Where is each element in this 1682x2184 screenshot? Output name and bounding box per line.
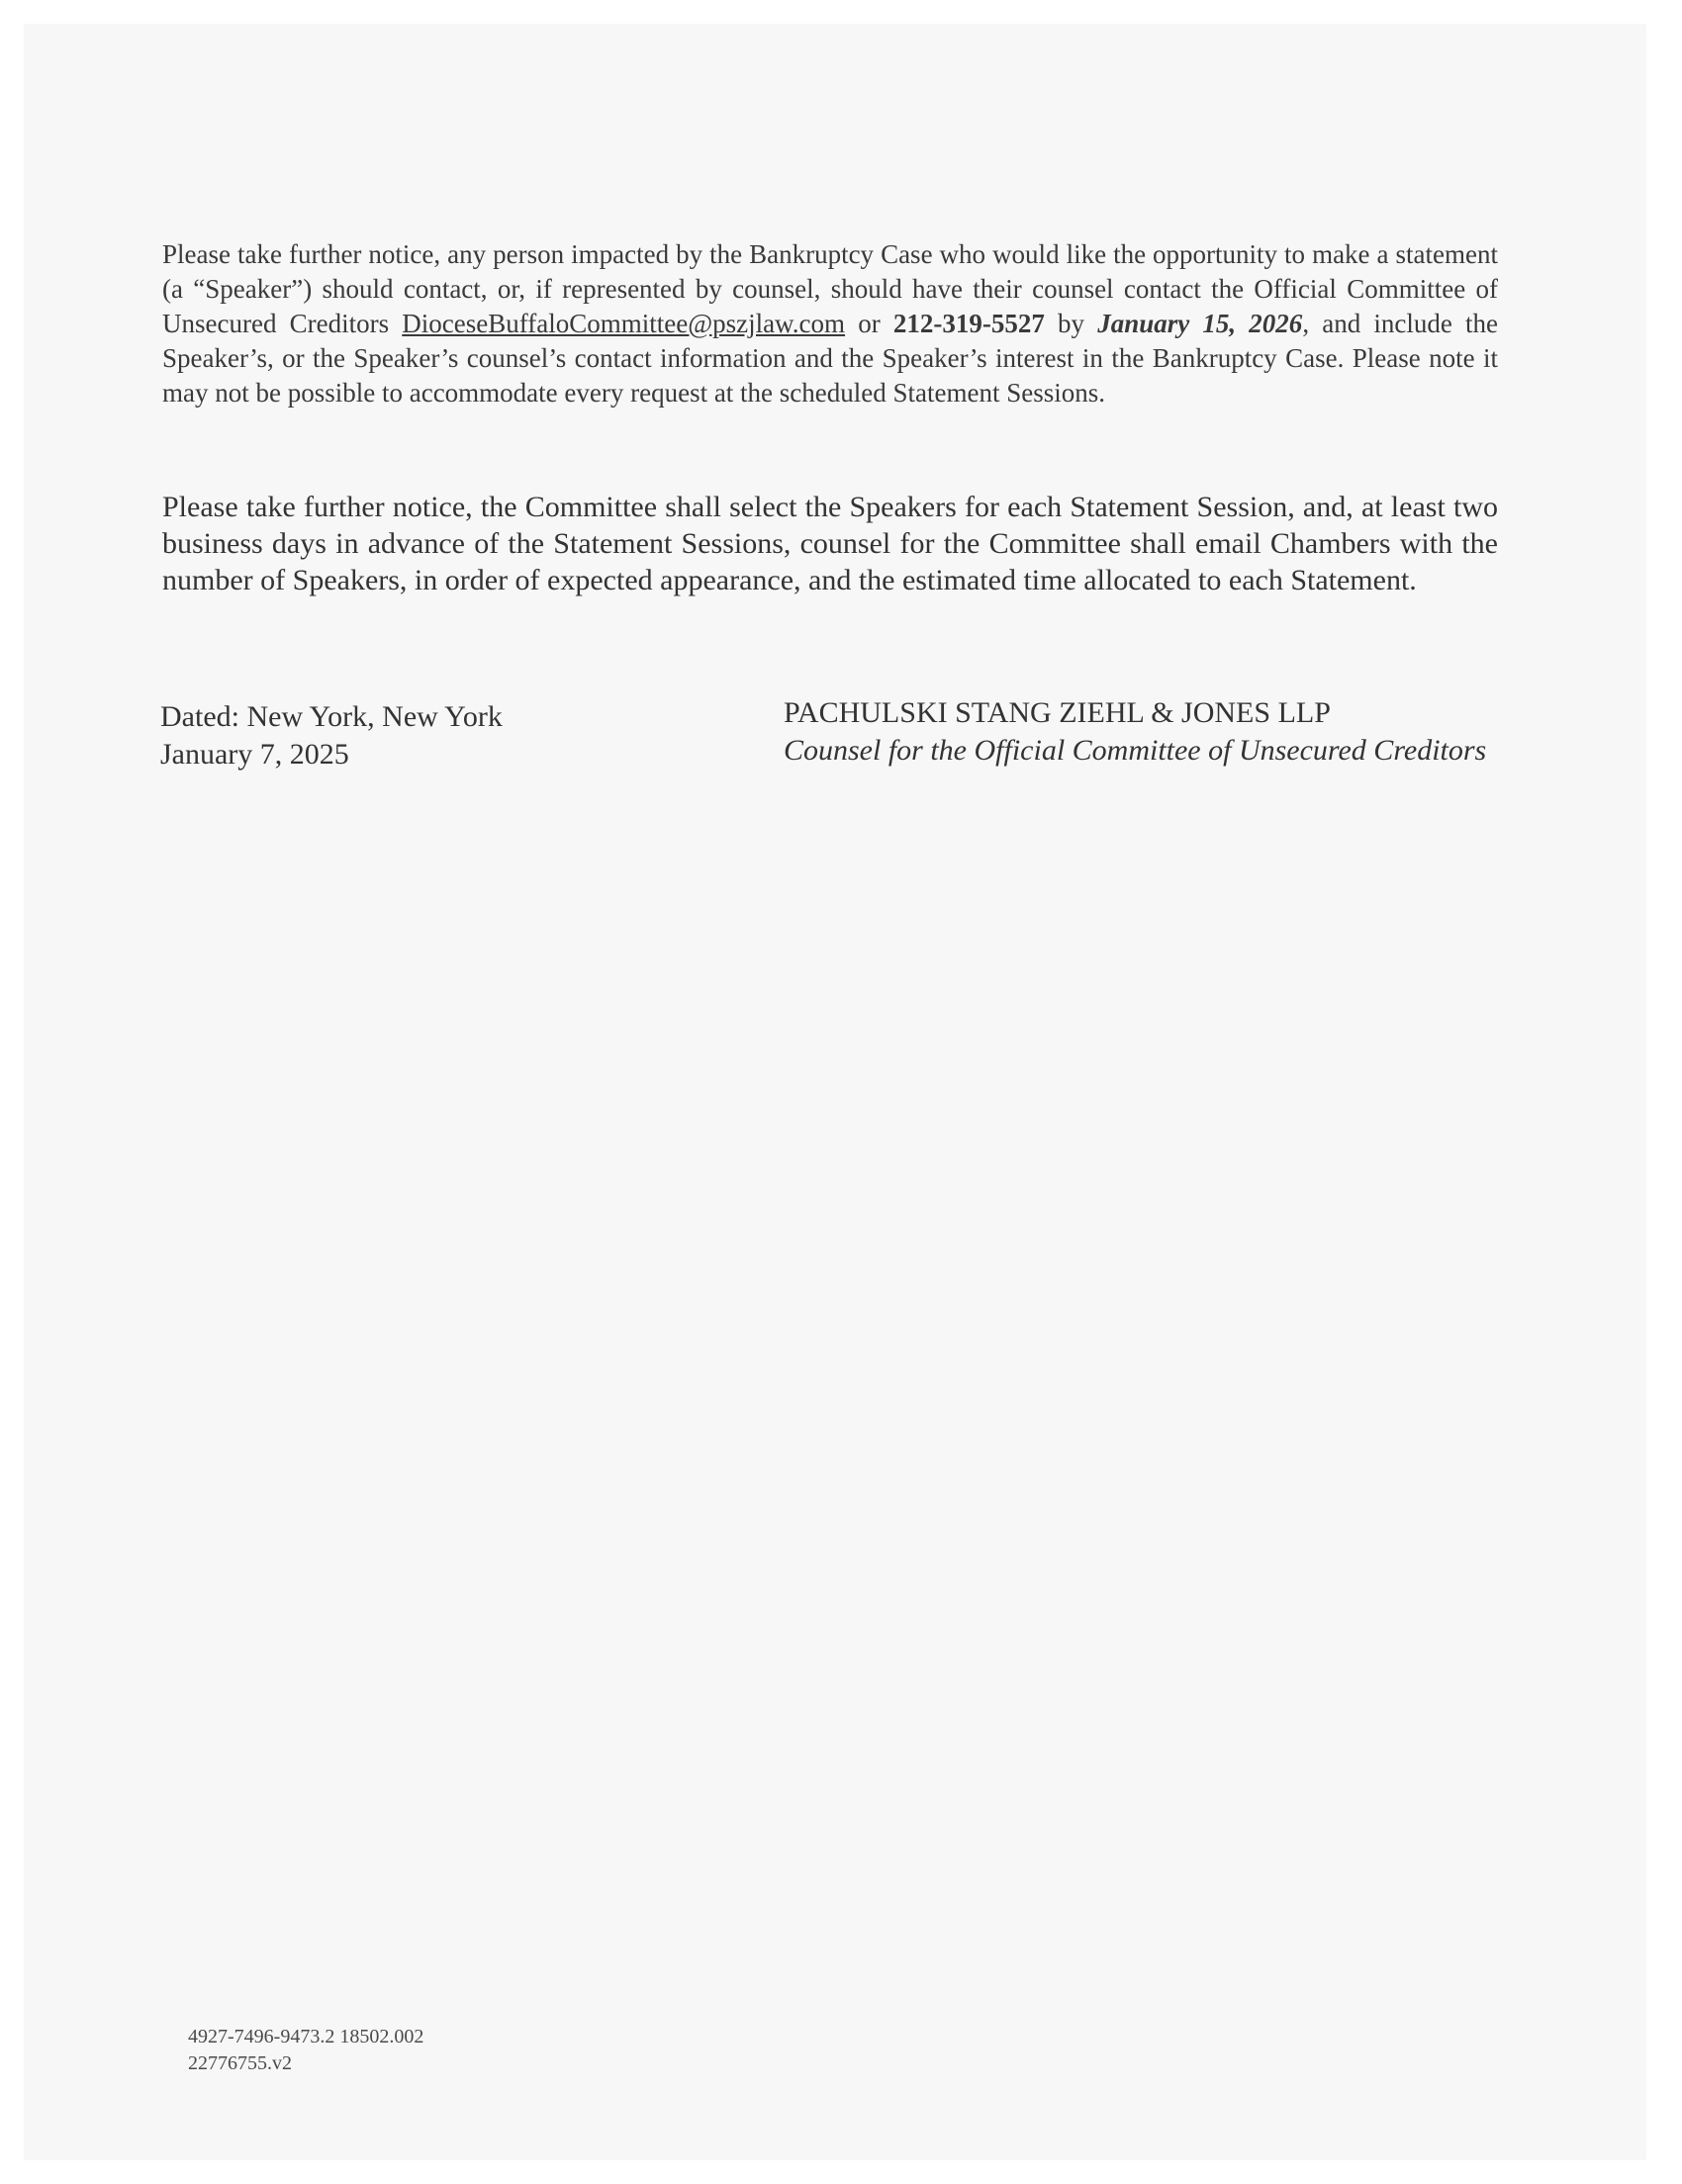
dated-place: Dated: New York, New York: [160, 700, 503, 733]
committee-email-link[interactable]: DioceseBuffaloCommittee@pszjlaw.com: [402, 309, 846, 338]
notice-paragraph-speakers: [162, 237, 1498, 410]
dated-date: January 7, 2025: [160, 738, 349, 771]
dated-block: [160, 698, 503, 774]
document-version: 22776755.v2: [188, 2052, 292, 2074]
deadline-date: January 15, 2026: [1097, 309, 1303, 338]
notice-paragraph-selection: Please take further notice, the Committee shall select the Speakers for each Statement Session, and, at least two business days in advance of the Statement Sessions, counsel for the Committee shall email Chambers with the number of Speakers, in order of expected appearance, and the estimated time allocated to each Statement.: [162, 491, 1498, 596]
firm-name: PACHULSKI STANG ZIEHL & JONES LLP: [784, 696, 1331, 729]
notice-text-rest: , and include the Speaker’s, or the Speaker’s counsel’s contact information and the Speaker’s interest in the Bankruptcy Case. Please note it may not be possible to accommodate every request at the scheduled Statement Sessions.: [162, 309, 1499, 408]
signature-block: [784, 694, 1496, 770]
committee-phone: 212-319-5527: [892, 309, 1045, 338]
notice-text-intro: Please take further notice, any person impacted by the Bankruptcy Case who would like the opportunity to make a statement (a “Speaker”) should contact, or, if represented by counsel, should have their counsel contact the Official Committee of Unsecured Creditors: [162, 239, 1498, 338]
document-id: 4927-7496-9473.2 18502.002: [188, 2026, 424, 2048]
document-footer: [188, 2024, 423, 2077]
notice-text-or: or: [845, 309, 893, 338]
counsel-role: Counsel for the Official Committee of Unsecured Creditors: [784, 734, 1487, 767]
notice-text-by: by: [1044, 309, 1098, 338]
